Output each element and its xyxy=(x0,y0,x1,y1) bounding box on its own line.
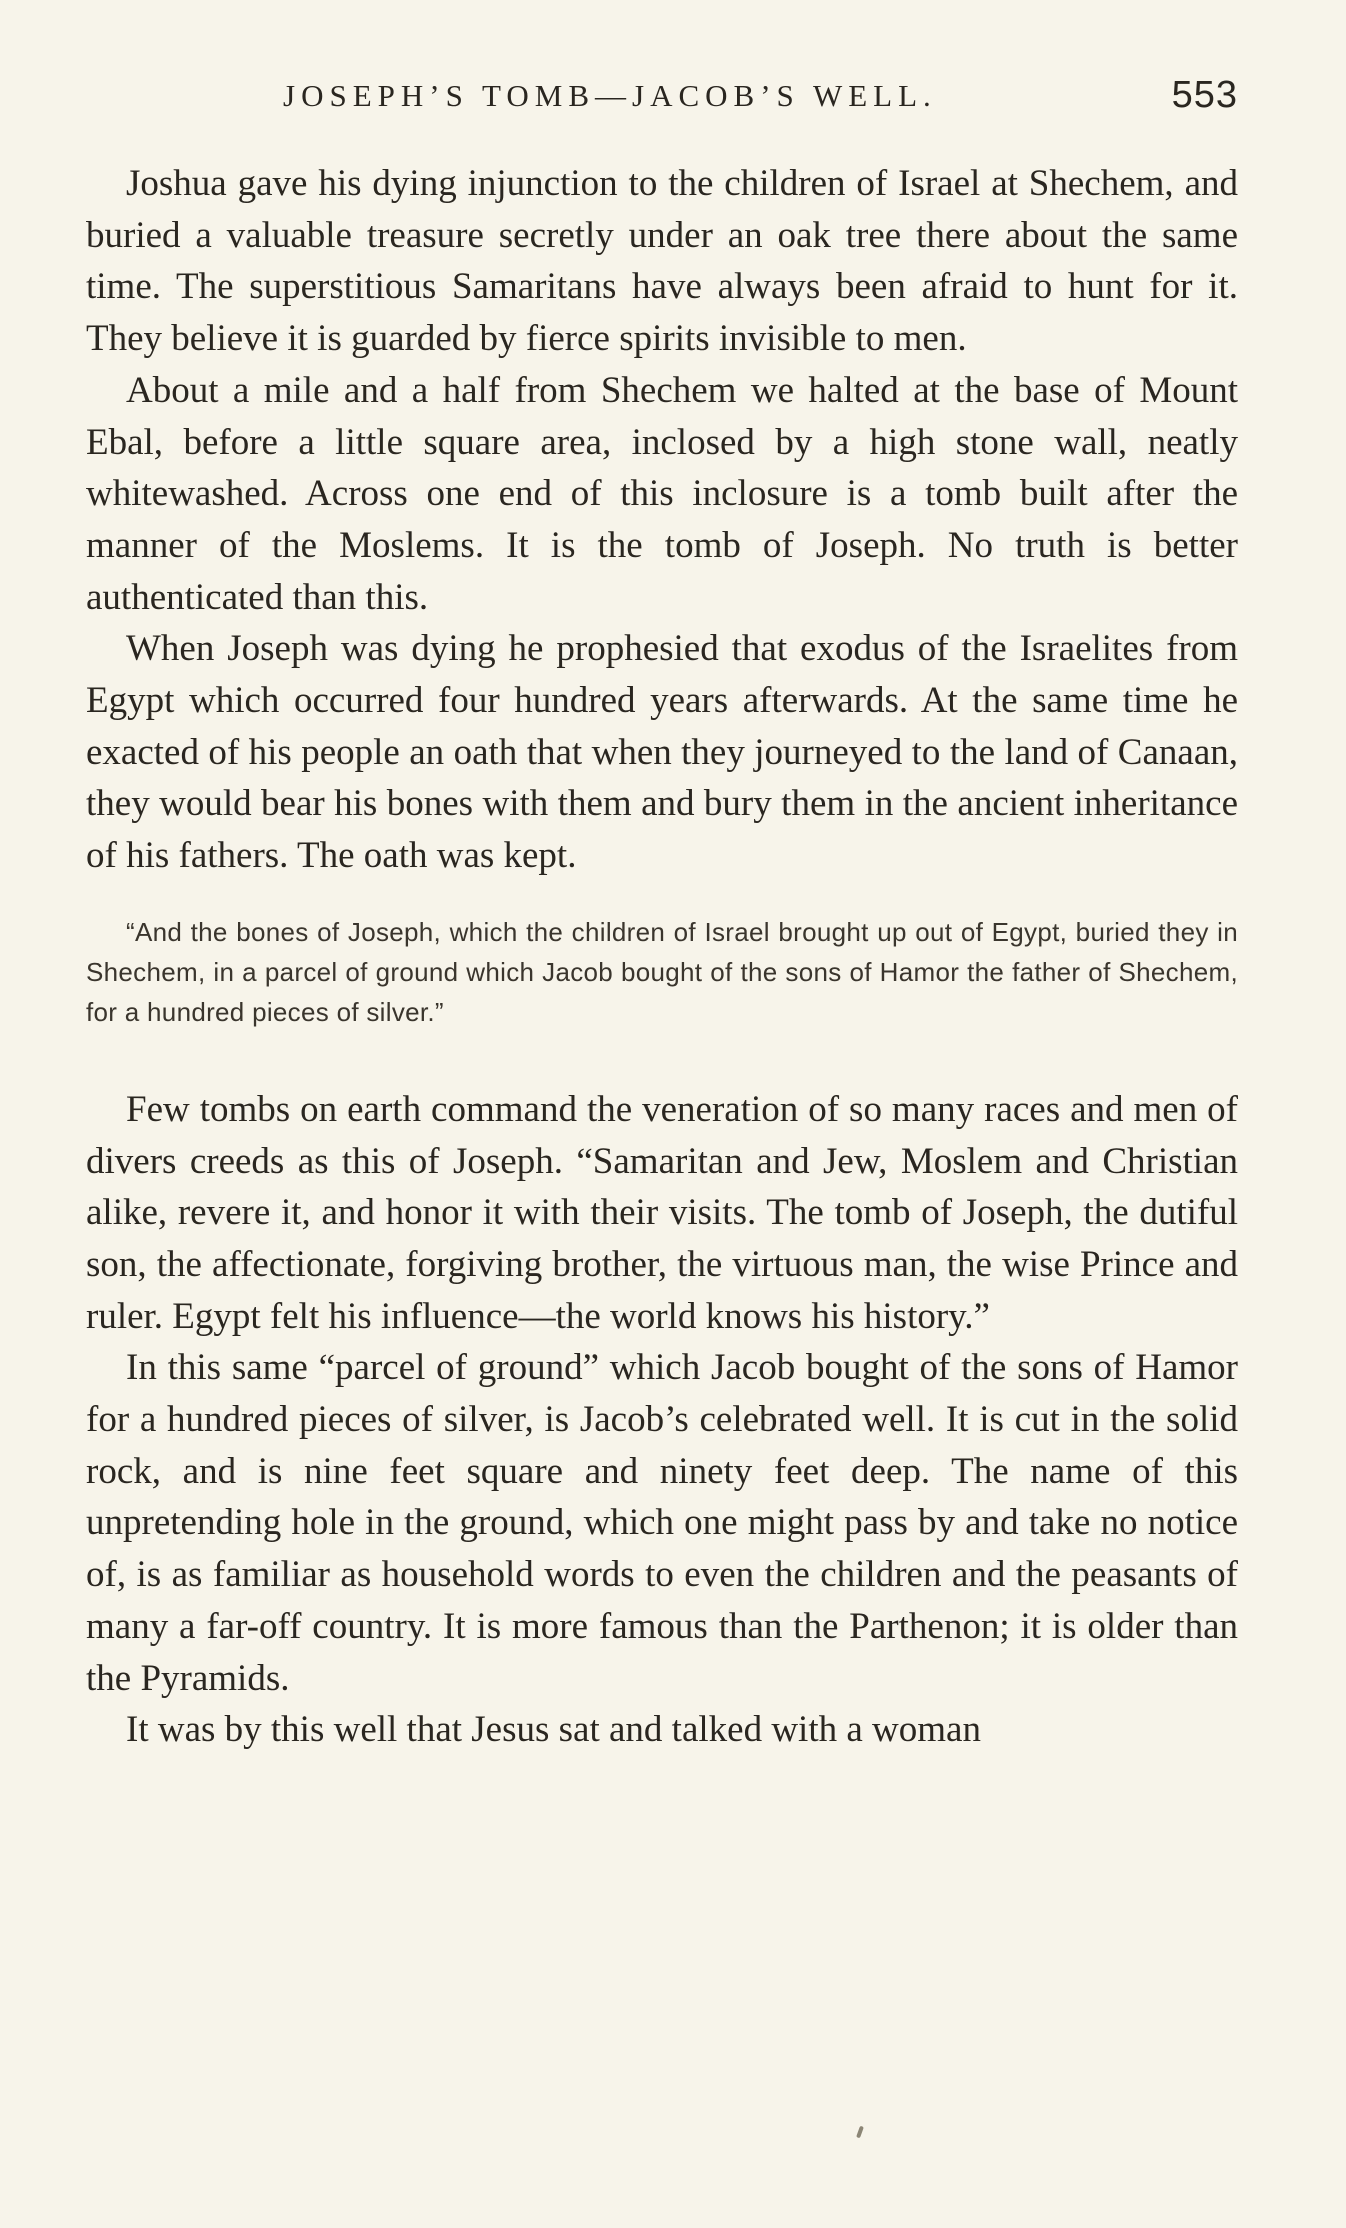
paragraph-jacobs-well: In this same “parcel of ground” which Jacob bought of the sons of Hamor for a hundred pieces of silver, is Jacob’s celebrated well. It is cut in the solid rock, and is nine feet square and ninety feet deep. The name of this unpretending hole in the ground, which one might pass by and take no notice of, is as familiar as household words to even the children and the peasants of many a far-off country. It is more famous than the Parthenon; it is older than the Pyramids. xyxy=(86,1347,1238,1699)
paragraph-joseph-prophecy: When Joseph was dying he prophesied that exodus of the Israelites from Egypt which occurred four hundred years afterwards. At the same time he exacted of his people an oath that when they journeyed to the land of Canaan, they would bear his bones with them and bury them in the ancient inheritance of his fathers. The oath was kept. xyxy=(86,628,1238,877)
scripture-quotation: “And the bones of Joseph, which the children of Israel brought up out of Egypt, buried they in Shechem, in a parcel of ground which Jacob bought of the sons of Hamor the father of Shechem, for a hundred pieces of silver.” xyxy=(86,916,1238,1027)
paragraph-veneration: Few tombs on earth command the veneration of so many races and men of divers creeds as this of Joseph. “Samaritan and Jew, Moslem and Christian alike, revere it, and honor it with their visits. The tomb of Joseph, the dutiful son, the affectionate, forgiving brother, the virtuous man, the wise Prince and ruler. Egypt felt his influence—the world knows his history.” xyxy=(86,1088,1238,1337)
ink-speck xyxy=(856,2126,864,2139)
running-head xyxy=(88,74,1238,128)
paragraph-joshua-treasure: Joshua gave his dying injunction to the children of Israel at Shechem, and buried a valuable treasure secretly under an oak tree there about the same time. The superstitious Samaritans have always been afraid to hunt for it. They believe it is guarded by fierce spirits invisible to men. xyxy=(86,163,1238,360)
running-title: JOSEPH’S TOMB—JACOB’S WELL. xyxy=(283,78,937,113)
paragraph-tomb-of-joseph: About a mile and a half from Shechem we halted at the base of Mount Ebal, before a little square area, inclosed by a high stone wall, neatly whitewashed. Across one end of this inclosure is a tomb built after the manner of the Moslems. It is the tomb of Joseph. No truth is better authenticated than this. xyxy=(86,369,1238,618)
page-number: 553 xyxy=(1171,74,1238,116)
paragraph-jesus-at-well: It was by this well that Jesus sat and talked with a woman xyxy=(126,1709,981,1751)
body-text xyxy=(86,158,1238,1756)
